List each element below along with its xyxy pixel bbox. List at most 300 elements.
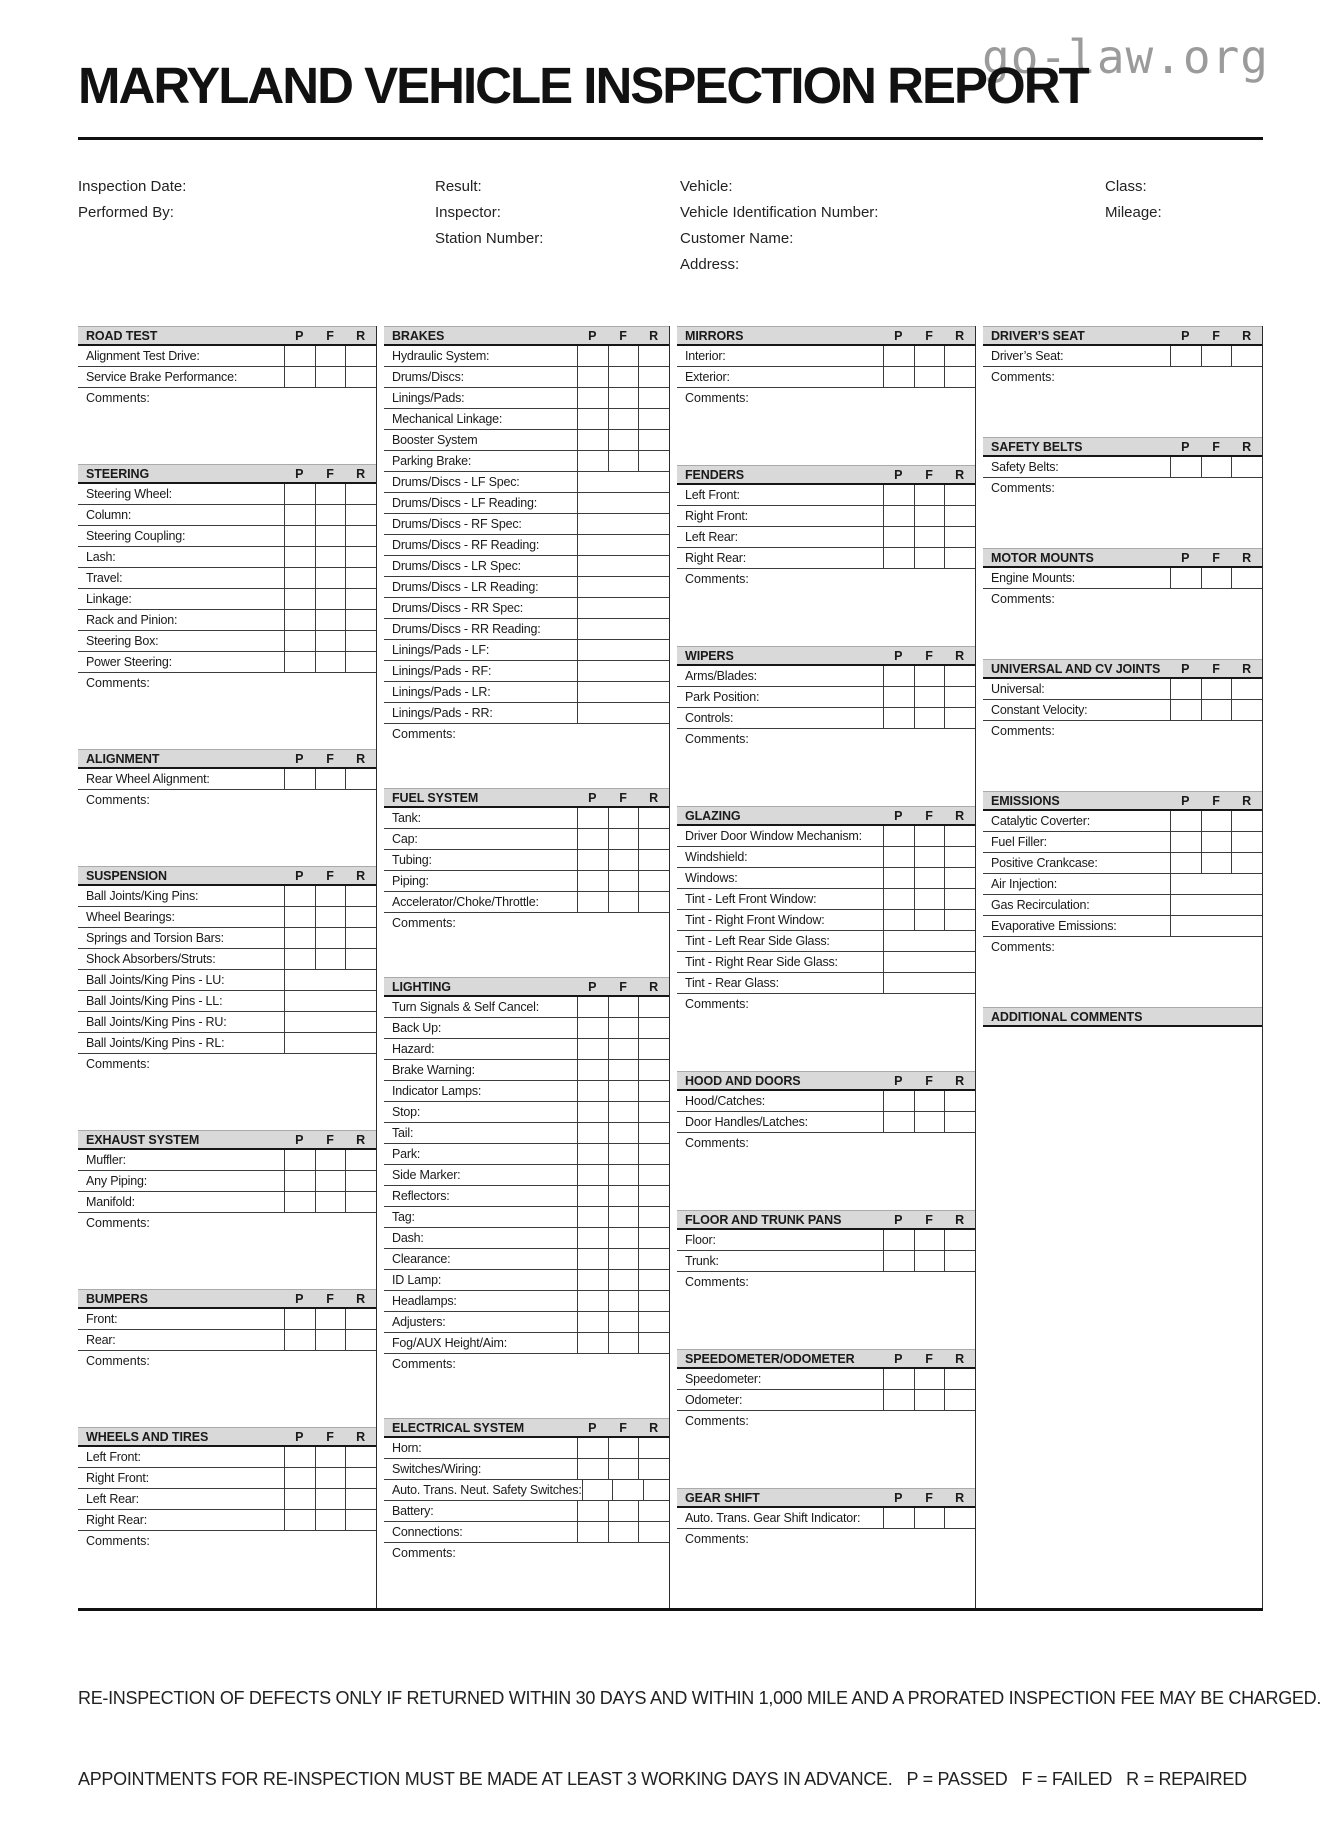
checkbox-cell-p[interactable]: [578, 1438, 608, 1458]
checkbox-cell-p[interactable]: [578, 850, 608, 870]
pfr-cells[interactable]: [577, 1501, 669, 1521]
checkbox-cell-r[interactable]: [944, 687, 975, 707]
pfr-cells[interactable]: [883, 548, 975, 568]
checkbox-cell-f[interactable]: [608, 451, 639, 471]
checkbox-cell-r[interactable]: [638, 871, 669, 891]
checkbox-cell-r[interactable]: [638, 1060, 669, 1080]
comments-area[interactable]: [983, 367, 1262, 437]
checkbox-cell-p[interactable]: [285, 589, 315, 609]
checkbox-cell-f[interactable]: [608, 871, 639, 891]
pfr-cells[interactable]: [577, 1039, 669, 1059]
checkbox-cell-f[interactable]: [315, 505, 346, 525]
checkbox-cell-r[interactable]: [345, 1150, 376, 1170]
checkbox-cell-r[interactable]: [638, 1270, 669, 1290]
checkbox-cell-p[interactable]: [285, 1330, 315, 1350]
checkbox-cell-p[interactable]: [285, 1171, 315, 1191]
checkbox-cell-r[interactable]: [345, 346, 376, 366]
checkbox-cell-p[interactable]: [884, 1251, 914, 1271]
checkbox-cell-r[interactable]: [638, 850, 669, 870]
checkbox-cell-f[interactable]: [1201, 853, 1232, 873]
comments-area[interactable]: [677, 569, 975, 646]
checkbox-cell-p[interactable]: [285, 1510, 315, 1530]
checkbox-cell-r[interactable]: [638, 1522, 669, 1542]
checkbox-cell-f[interactable]: [914, 1369, 945, 1389]
checkbox-cell-r[interactable]: [1231, 832, 1262, 852]
pfr-cells[interactable]: [1170, 832, 1262, 852]
write-in-cell[interactable]: [577, 556, 669, 576]
pfr-cells[interactable]: [1170, 346, 1262, 366]
checkbox-cell-f[interactable]: [608, 1144, 639, 1164]
checkbox-cell-r[interactable]: [345, 526, 376, 546]
write-in-cell[interactable]: [883, 931, 975, 951]
checkbox-cell-f[interactable]: [914, 1230, 945, 1250]
checkbox-cell-r[interactable]: [345, 1447, 376, 1467]
checkbox-cell-p[interactable]: [884, 868, 914, 888]
checkbox-cell-p[interactable]: [285, 1150, 315, 1170]
checkbox-cell-p[interactable]: [884, 346, 914, 366]
write-in-cell[interactable]: [284, 970, 376, 990]
checkbox-cell-f[interactable]: [1201, 832, 1232, 852]
checkbox-cell-p[interactable]: [1171, 679, 1201, 699]
pfr-cells[interactable]: [284, 547, 376, 567]
checkbox-cell-p[interactable]: [884, 527, 914, 547]
pfr-cells[interactable]: [883, 346, 975, 366]
checkbox-cell-p[interactable]: [578, 1459, 608, 1479]
checkbox-cell-r[interactable]: [638, 1102, 669, 1122]
pfr-cells[interactable]: [577, 1438, 669, 1458]
checkbox-cell-f[interactable]: [315, 1510, 346, 1530]
pfr-cells[interactable]: [284, 1447, 376, 1467]
checkbox-cell-f[interactable]: [914, 1091, 945, 1111]
checkbox-cell-r[interactable]: [638, 1501, 669, 1521]
write-in-cell[interactable]: [577, 472, 669, 492]
pfr-cells[interactable]: [883, 889, 975, 909]
pfr-cells[interactable]: [577, 430, 669, 450]
pfr-cells[interactable]: [1170, 700, 1262, 720]
checkbox-cell-r[interactable]: [638, 1165, 669, 1185]
checkbox-cell-f[interactable]: [1201, 568, 1232, 588]
checkbox-cell-r[interactable]: [1231, 568, 1262, 588]
checkbox-cell-p[interactable]: [578, 1333, 608, 1353]
checkbox-cell-p[interactable]: [1171, 700, 1201, 720]
checkbox-cell-p[interactable]: [578, 1228, 608, 1248]
checkbox-cell-f[interactable]: [914, 826, 945, 846]
checkbox-cell-f[interactable]: [914, 506, 945, 526]
checkbox-cell-p[interactable]: [578, 808, 608, 828]
checkbox-cell-p[interactable]: [578, 1291, 608, 1311]
checkbox-cell-f[interactable]: [914, 666, 945, 686]
checkbox-cell-p[interactable]: [285, 505, 315, 525]
checkbox-cell-r[interactable]: [638, 808, 669, 828]
checkbox-cell-p[interactable]: [884, 847, 914, 867]
checkbox-cell-r[interactable]: [944, 506, 975, 526]
checkbox-cell-p[interactable]: [578, 346, 608, 366]
checkbox-cell-r[interactable]: [345, 1510, 376, 1530]
pfr-cells[interactable]: [883, 1508, 975, 1528]
comments-area[interactable]: [677, 729, 975, 806]
checkbox-cell-r[interactable]: [638, 1144, 669, 1164]
checkbox-cell-r[interactable]: [345, 652, 376, 672]
pfr-cells[interactable]: [582, 1480, 674, 1500]
checkbox-cell-r[interactable]: [638, 1081, 669, 1101]
checkbox-cell-r[interactable]: [944, 666, 975, 686]
checkbox-cell-f[interactable]: [608, 1060, 639, 1080]
checkbox-cell-p[interactable]: [578, 1207, 608, 1227]
checkbox-cell-p[interactable]: [578, 997, 608, 1017]
pfr-cells[interactable]: [284, 1309, 376, 1329]
checkbox-cell-p[interactable]: [884, 1230, 914, 1250]
checkbox-cell-r[interactable]: [944, 1390, 975, 1410]
checkbox-cell-r[interactable]: [944, 847, 975, 867]
write-in-cell[interactable]: [577, 493, 669, 513]
checkbox-cell-r[interactable]: [1231, 346, 1262, 366]
pfr-cells[interactable]: [883, 826, 975, 846]
checkbox-cell-p[interactable]: [285, 928, 315, 948]
checkbox-cell-r[interactable]: [944, 868, 975, 888]
checkbox-cell-f[interactable]: [608, 1501, 639, 1521]
checkbox-cell-r[interactable]: [345, 505, 376, 525]
comments-area[interactable]: [983, 589, 1262, 659]
checkbox-cell-r[interactable]: [944, 889, 975, 909]
checkbox-cell-r[interactable]: [1231, 853, 1262, 873]
pfr-cells[interactable]: [577, 871, 669, 891]
write-in-cell[interactable]: [284, 1033, 376, 1053]
checkbox-cell-f[interactable]: [608, 388, 639, 408]
pfr-cells[interactable]: [577, 1333, 669, 1353]
checkbox-cell-r[interactable]: [944, 1230, 975, 1250]
write-in-cell[interactable]: [1170, 874, 1262, 894]
checkbox-cell-f[interactable]: [608, 1081, 639, 1101]
pfr-cells[interactable]: [284, 928, 376, 948]
checkbox-cell-r[interactable]: [638, 430, 669, 450]
checkbox-cell-p[interactable]: [578, 1039, 608, 1059]
pfr-cells[interactable]: [883, 1112, 975, 1132]
pfr-cells[interactable]: [577, 997, 669, 1017]
comments-area[interactable]: [78, 1054, 376, 1130]
pfr-cells[interactable]: [577, 1186, 669, 1206]
checkbox-cell-r[interactable]: [345, 769, 376, 789]
checkbox-cell-r[interactable]: [638, 388, 669, 408]
checkbox-cell-r[interactable]: [638, 1018, 669, 1038]
checkbox-cell-f[interactable]: [315, 652, 346, 672]
checkbox-cell-p[interactable]: [285, 652, 315, 672]
checkbox-cell-p[interactable]: [285, 1468, 315, 1488]
checkbox-cell-r[interactable]: [1231, 457, 1262, 477]
checkbox-cell-f[interactable]: [315, 568, 346, 588]
checkbox-cell-r[interactable]: [638, 829, 669, 849]
pfr-cells[interactable]: [577, 829, 669, 849]
checkbox-cell-r[interactable]: [944, 1251, 975, 1271]
pfr-cells[interactable]: [577, 1291, 669, 1311]
pfr-cells[interactable]: [284, 1192, 376, 1212]
write-in-cell[interactable]: [1170, 916, 1262, 936]
checkbox-cell-f[interactable]: [315, 589, 346, 609]
checkbox-cell-f[interactable]: [914, 1390, 945, 1410]
comments-area[interactable]: [384, 1354, 669, 1418]
pfr-cells[interactable]: [577, 892, 669, 912]
pfr-cells[interactable]: [577, 346, 669, 366]
comments-area[interactable]: [983, 721, 1262, 791]
checkbox-cell-p[interactable]: [285, 484, 315, 504]
checkbox-cell-f[interactable]: [608, 1165, 639, 1185]
checkbox-cell-f[interactable]: [914, 367, 945, 387]
checkbox-cell-r[interactable]: [1231, 811, 1262, 831]
comments-area[interactable]: [78, 1351, 376, 1427]
checkbox-cell-p[interactable]: [884, 548, 914, 568]
checkbox-cell-f[interactable]: [914, 847, 945, 867]
checkbox-cell-f[interactable]: [1201, 457, 1232, 477]
checkbox-cell-r[interactable]: [638, 1438, 669, 1458]
checkbox-cell-r[interactable]: [638, 1123, 669, 1143]
write-in-cell[interactable]: [577, 619, 669, 639]
pfr-cells[interactable]: [284, 907, 376, 927]
pfr-cells[interactable]: [1170, 811, 1262, 831]
checkbox-cell-p[interactable]: [578, 871, 608, 891]
pfr-cells[interactable]: [883, 687, 975, 707]
pfr-cells[interactable]: [883, 847, 975, 867]
checkbox-cell-p[interactable]: [884, 826, 914, 846]
checkbox-cell-f[interactable]: [1201, 811, 1232, 831]
checkbox-cell-f[interactable]: [914, 1112, 945, 1132]
write-in-cell[interactable]: [284, 991, 376, 1011]
checkbox-cell-f[interactable]: [608, 346, 639, 366]
checkbox-cell-p[interactable]: [578, 1060, 608, 1080]
checkbox-cell-f[interactable]: [608, 1228, 639, 1248]
pfr-cells[interactable]: [577, 1270, 669, 1290]
checkbox-cell-r[interactable]: [345, 886, 376, 906]
pfr-cells[interactable]: [284, 1489, 376, 1509]
pfr-cells[interactable]: [577, 808, 669, 828]
checkbox-cell-p[interactable]: [1171, 832, 1201, 852]
pfr-cells[interactable]: [284, 1468, 376, 1488]
checkbox-cell-f[interactable]: [608, 430, 639, 450]
checkbox-cell-p[interactable]: [1171, 853, 1201, 873]
pfr-cells[interactable]: [284, 346, 376, 366]
checkbox-cell-r[interactable]: [345, 1192, 376, 1212]
checkbox-cell-p[interactable]: [285, 610, 315, 630]
checkbox-cell-p[interactable]: [578, 1123, 608, 1143]
pfr-cells[interactable]: [883, 910, 975, 930]
checkbox-cell-p[interactable]: [285, 769, 315, 789]
write-in-cell[interactable]: [284, 1012, 376, 1032]
checkbox-cell-p[interactable]: [285, 1192, 315, 1212]
pfr-cells[interactable]: [883, 506, 975, 526]
checkbox-cell-f[interactable]: [1201, 679, 1232, 699]
checkbox-cell-p[interactable]: [285, 907, 315, 927]
checkbox-cell-f[interactable]: [608, 1186, 639, 1206]
pfr-cells[interactable]: [577, 1312, 669, 1332]
checkbox-cell-f[interactable]: [315, 949, 346, 969]
checkbox-cell-p[interactable]: [285, 568, 315, 588]
checkbox-cell-r[interactable]: [638, 1291, 669, 1311]
checkbox-cell-r[interactable]: [638, 1186, 669, 1206]
pfr-cells[interactable]: [284, 610, 376, 630]
checkbox-cell-f[interactable]: [315, 1309, 346, 1329]
checkbox-cell-p[interactable]: [578, 451, 608, 471]
checkbox-cell-p[interactable]: [285, 886, 315, 906]
checkbox-cell-f[interactable]: [315, 907, 346, 927]
checkbox-cell-f[interactable]: [914, 889, 945, 909]
checkbox-cell-r[interactable]: [1231, 679, 1262, 699]
comments-area[interactable]: [384, 913, 669, 977]
comments-area[interactable]: [677, 388, 975, 465]
checkbox-cell-p[interactable]: [583, 1480, 613, 1500]
write-in-cell[interactable]: [577, 703, 669, 723]
checkbox-cell-f[interactable]: [315, 1150, 346, 1170]
checkbox-cell-r[interactable]: [944, 1112, 975, 1132]
write-in-cell[interactable]: [577, 514, 669, 534]
checkbox-cell-f[interactable]: [914, 1251, 945, 1271]
checkbox-cell-r[interactable]: [345, 1171, 376, 1191]
checkbox-cell-r[interactable]: [638, 1312, 669, 1332]
checkbox-cell-p[interactable]: [285, 1489, 315, 1509]
checkbox-cell-p[interactable]: [578, 1270, 608, 1290]
checkbox-cell-p[interactable]: [285, 346, 315, 366]
pfr-cells[interactable]: [577, 1018, 669, 1038]
checkbox-cell-p[interactable]: [578, 388, 608, 408]
comments-area[interactable]: [78, 790, 376, 866]
checkbox-cell-p[interactable]: [884, 485, 914, 505]
checkbox-cell-r[interactable]: [345, 949, 376, 969]
comments-area[interactable]: [78, 1531, 376, 1607]
comments-area[interactable]: [677, 1133, 975, 1210]
checkbox-cell-f[interactable]: [914, 548, 945, 568]
checkbox-cell-p[interactable]: [578, 829, 608, 849]
checkbox-cell-p[interactable]: [884, 889, 914, 909]
checkbox-cell-r[interactable]: [345, 907, 376, 927]
checkbox-cell-p[interactable]: [884, 666, 914, 686]
pfr-cells[interactable]: [1170, 568, 1262, 588]
write-in-cell[interactable]: [577, 535, 669, 555]
write-in-cell[interactable]: [577, 661, 669, 681]
checkbox-cell-f[interactable]: [315, 526, 346, 546]
checkbox-cell-p[interactable]: [578, 1522, 608, 1542]
checkbox-cell-r[interactable]: [944, 1091, 975, 1111]
checkbox-cell-p[interactable]: [1171, 457, 1201, 477]
checkbox-cell-f[interactable]: [315, 346, 346, 366]
write-in-cell[interactable]: [577, 598, 669, 618]
checkbox-cell-f[interactable]: [914, 485, 945, 505]
checkbox-cell-f[interactable]: [612, 1480, 643, 1500]
comments-area[interactable]: [677, 1272, 975, 1349]
checkbox-cell-p[interactable]: [884, 1369, 914, 1389]
pfr-cells[interactable]: [1170, 679, 1262, 699]
pfr-cells[interactable]: [883, 868, 975, 888]
pfr-cells[interactable]: [284, 631, 376, 651]
pfr-cells[interactable]: [883, 527, 975, 547]
checkbox-cell-r[interactable]: [944, 826, 975, 846]
pfr-cells[interactable]: [284, 1171, 376, 1191]
pfr-cells[interactable]: [577, 1207, 669, 1227]
checkbox-cell-f[interactable]: [315, 1468, 346, 1488]
checkbox-cell-f[interactable]: [608, 1312, 639, 1332]
checkbox-cell-p[interactable]: [578, 1081, 608, 1101]
pfr-cells[interactable]: [284, 886, 376, 906]
checkbox-cell-f[interactable]: [608, 1291, 639, 1311]
checkbox-cell-r[interactable]: [944, 708, 975, 728]
checkbox-cell-f[interactable]: [608, 1438, 639, 1458]
pfr-cells[interactable]: [577, 451, 669, 471]
checkbox-cell-p[interactable]: [285, 367, 315, 387]
checkbox-cell-p[interactable]: [578, 1018, 608, 1038]
checkbox-cell-p[interactable]: [1171, 346, 1201, 366]
checkbox-cell-f[interactable]: [315, 631, 346, 651]
checkbox-cell-f[interactable]: [608, 808, 639, 828]
pfr-cells[interactable]: [284, 505, 376, 525]
pfr-cells[interactable]: [284, 769, 376, 789]
checkbox-cell-p[interactable]: [578, 1501, 608, 1521]
checkbox-cell-f[interactable]: [914, 687, 945, 707]
checkbox-cell-p[interactable]: [578, 892, 608, 912]
comments-area[interactable]: [677, 1411, 975, 1488]
checkbox-cell-r[interactable]: [638, 892, 669, 912]
comments-area[interactable]: [983, 937, 1262, 1007]
checkbox-cell-f[interactable]: [608, 997, 639, 1017]
checkbox-cell-r[interactable]: [345, 928, 376, 948]
checkbox-cell-f[interactable]: [608, 1207, 639, 1227]
pfr-cells[interactable]: [883, 1390, 975, 1410]
pfr-cells[interactable]: [577, 367, 669, 387]
checkbox-cell-f[interactable]: [914, 708, 945, 728]
checkbox-cell-f[interactable]: [608, 1039, 639, 1059]
pfr-cells[interactable]: [284, 949, 376, 969]
checkbox-cell-r[interactable]: [345, 367, 376, 387]
checkbox-cell-f[interactable]: [608, 1333, 639, 1353]
checkbox-cell-p[interactable]: [884, 687, 914, 707]
pfr-cells[interactable]: [577, 388, 669, 408]
checkbox-cell-p[interactable]: [578, 430, 608, 450]
checkbox-cell-r[interactable]: [345, 1309, 376, 1329]
checkbox-cell-f[interactable]: [315, 1447, 346, 1467]
checkbox-cell-r[interactable]: [638, 1207, 669, 1227]
checkbox-cell-p[interactable]: [578, 367, 608, 387]
checkbox-cell-r[interactable]: [345, 610, 376, 630]
pfr-cells[interactable]: [577, 850, 669, 870]
checkbox-cell-r[interactable]: [638, 1039, 669, 1059]
checkbox-cell-p[interactable]: [884, 1091, 914, 1111]
checkbox-cell-p[interactable]: [884, 1112, 914, 1132]
checkbox-cell-p[interactable]: [578, 1249, 608, 1269]
checkbox-cell-f[interactable]: [608, 1018, 639, 1038]
write-in-cell[interactable]: [577, 577, 669, 597]
pfr-cells[interactable]: [883, 708, 975, 728]
checkbox-cell-r[interactable]: [1231, 700, 1262, 720]
checkbox-cell-f[interactable]: [608, 409, 639, 429]
checkbox-cell-p[interactable]: [1171, 568, 1201, 588]
pfr-cells[interactable]: [1170, 457, 1262, 477]
checkbox-cell-f[interactable]: [914, 868, 945, 888]
pfr-cells[interactable]: [284, 589, 376, 609]
checkbox-cell-r[interactable]: [944, 910, 975, 930]
checkbox-cell-r[interactable]: [345, 589, 376, 609]
checkbox-cell-p[interactable]: [578, 1165, 608, 1185]
checkbox-cell-p[interactable]: [285, 631, 315, 651]
pfr-cells[interactable]: [577, 1522, 669, 1542]
pfr-cells[interactable]: [883, 666, 975, 686]
checkbox-cell-f[interactable]: [1201, 700, 1232, 720]
checkbox-cell-f[interactable]: [315, 367, 346, 387]
checkbox-cell-p[interactable]: [884, 506, 914, 526]
pfr-cells[interactable]: [284, 1330, 376, 1350]
checkbox-cell-f[interactable]: [608, 892, 639, 912]
checkbox-cell-f[interactable]: [608, 829, 639, 849]
pfr-cells[interactable]: [284, 526, 376, 546]
checkbox-cell-f[interactable]: [608, 1102, 639, 1122]
write-in-cell[interactable]: [577, 682, 669, 702]
checkbox-cell-f[interactable]: [315, 769, 346, 789]
checkbox-cell-f[interactable]: [914, 346, 945, 366]
write-in-cell[interactable]: [1170, 895, 1262, 915]
